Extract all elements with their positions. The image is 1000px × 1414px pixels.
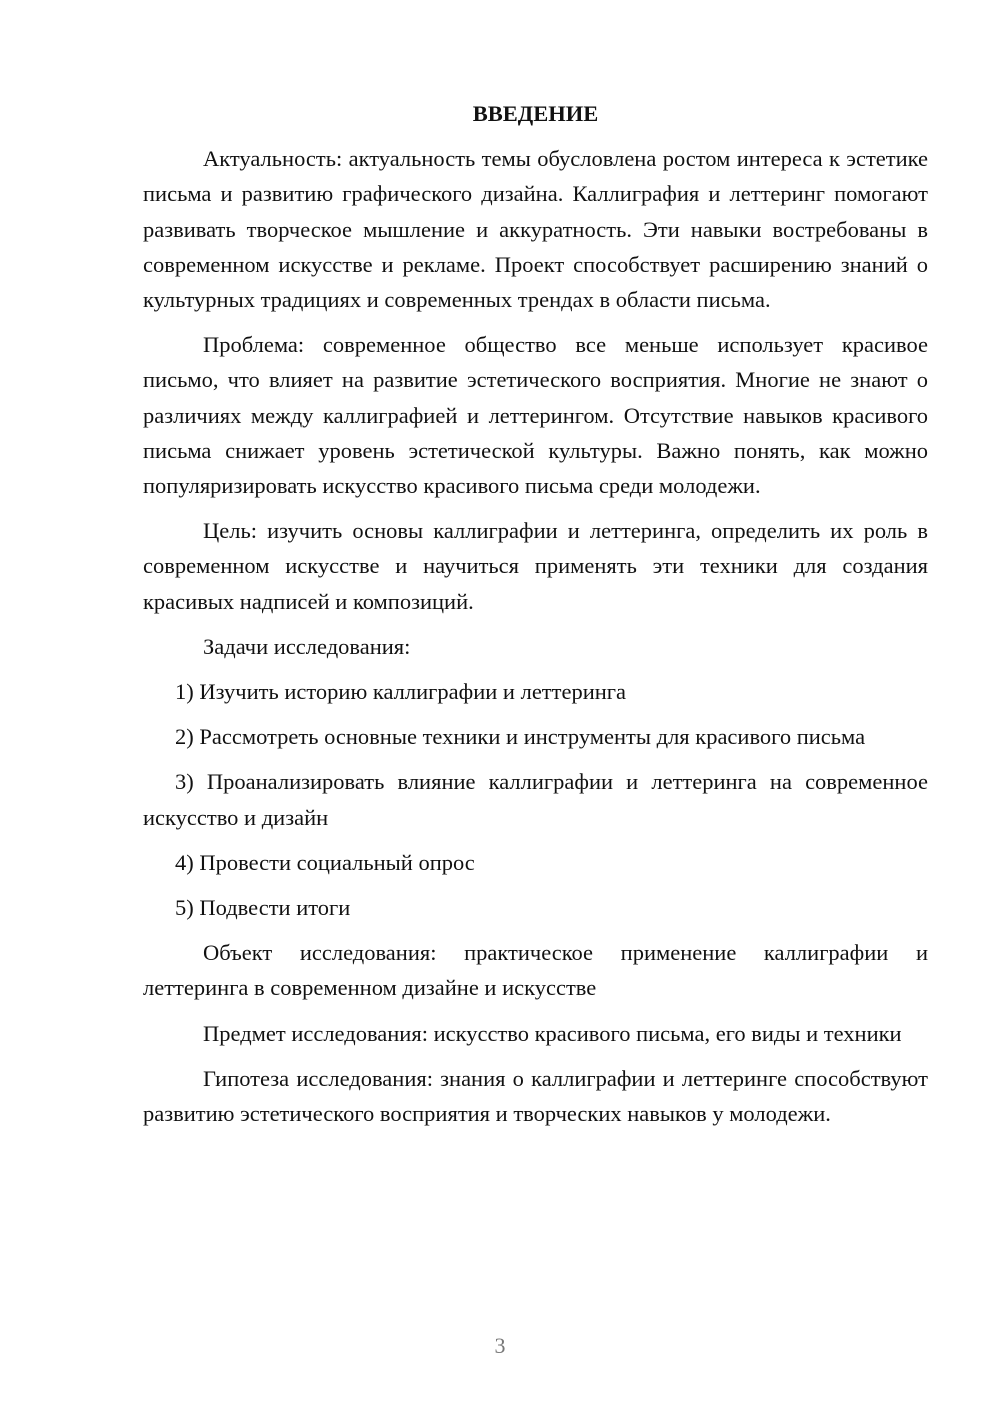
task-item: 1) Изучить историю каллиграфии и леттеринга — [175, 679, 626, 705]
paragraph-subject: Предмет исследования: искусство красивого письма, его виды и техники — [203, 1020, 902, 1046]
paragraph-object: Объект исследования: практическое применение каллиграфии и леттеринга в современном дизайне и искусстве — [143, 940, 928, 1001]
page-title: ВВЕДЕНИЕ — [472, 101, 599, 126]
task-item: 3) Проанализировать влияние каллиграфии и леттеринга на современное искусство и дизайн — [143, 769, 928, 830]
document-body — [143, 96, 928, 1141]
task-item: 2) Рассмотреть основные техники и инструменты для красивого письма — [175, 724, 866, 750]
page-number: 3 — [494, 1333, 506, 1358]
paragraph-hypothesis: Гипотеза исследования: знания о каллиграфии и леттеринге способствуют развитию эстетического восприятия и творческих навыков у молодежи. — [143, 1065, 928, 1127]
task-item: 4) Провести социальный опрос — [175, 849, 475, 875]
task-item: 5) Подвести итоги — [175, 895, 351, 921]
paragraph-goal: Цель: изучить основы каллиграфии и леттеринга, определить их роль в современном искусстве и научиться применять эти техники для создания красивых надписей и композиций. — [143, 518, 928, 614]
paragraph-problem: Проблема: современное общество все меньше использует красивое письмо, что влияет на развитие эстетического восприятия. Многие не знают о различиях между каллиграфией и леттерингом. Отсутствие навыков красивого письма снижает уровень эстетической культуры. Важно понять, как можно популяризировать искусство красивого письма среди молодежи. — [143, 332, 928, 499]
paragraph-relevance: Актуальность: актуальность темы обусловлена ростом интереса к эстетике письма и развитию графического дизайна. Каллиграфия и леттеринг помогают развивать творческое мышление и аккуратность. Эти навыки востребованы в современном искусстве и рекламе. Проект способствует расширению знаний о культурных традициях и современных трендах в области письма. — [143, 146, 928, 313]
tasks-heading: Задачи исследования: — [203, 633, 411, 659]
